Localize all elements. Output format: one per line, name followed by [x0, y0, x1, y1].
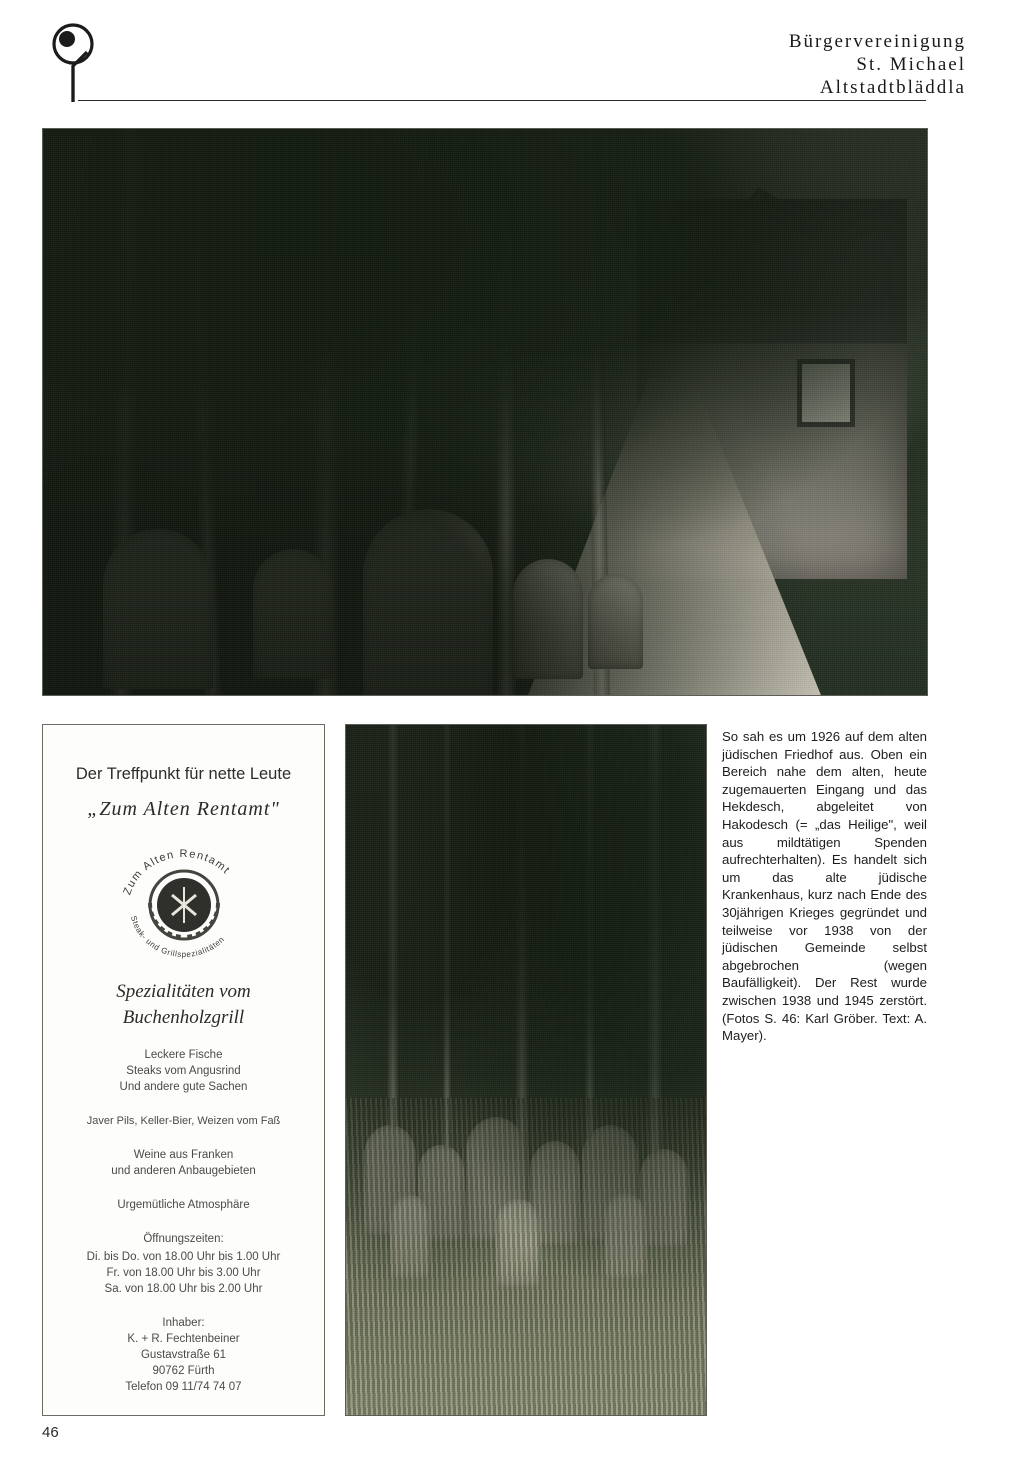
ad-headline: Der Treffpunkt für nette Leute — [75, 765, 292, 783]
ad-owner-title: Inhaber: — [162, 1317, 205, 1329]
article-caption-text: So sah es um 1926 auf dem alten jüdischen Friedhof aus. Oben ein Bereich nahe dem alten, heute zugemauerten Eingang und das Hekdesch, abgeleitet von Hakodesch (= „das Heilige", weil aus mildtätigen Spenden aufrechterhalten). Es handelt sich um das alte jüdische Krankenhaus, kurz nach Ende des 30jährigen Krieges gegründet und teilweise vor 1938 von der jüdischen Gemeinde selbst abgebrochen (wegen Baufälligkeit). Der Rest wurde zwischen 1938 und 1945 zerstört. (Fotos S. 46: Karl Gröber. Text: A. Mayer). — [722, 729, 927, 1044]
ad-opening-hours-1: Fr. von 18.00 Uhr bis 3.00 Uhr — [106, 1267, 261, 1279]
ad-business-name: „Zum Alten Rentamt" — [87, 798, 280, 820]
ad-opening-hours-2: Sa. von 18.00 Uhr bis 2.00 Uhr — [104, 1283, 263, 1295]
ad-opening-hours-title: Öffnungszeiten: — [143, 1233, 224, 1245]
ad-owner-contact — [43, 1315, 324, 1395]
bv-st-michael-logo-icon — [40, 22, 110, 102]
masthead — [0, 0, 1024, 118]
ad-item-list — [43, 1047, 324, 1095]
ad-phone[interactable]: Telefon 09 11/74 74 07 — [125, 1381, 242, 1393]
ad-owner-name: K. + R. Fechtenbeiner — [127, 1333, 240, 1345]
advertisement-zum-alten-rentamt[interactable] — [42, 724, 325, 1416]
masthead-line-1: Bürgervereinigung — [788, 31, 966, 52]
ad-wines-line-2: und anderen Anbaugebieten — [111, 1165, 256, 1177]
ad-specialties-line-1: Spezialitäten vom — [116, 981, 251, 1002]
masthead-divider — [78, 100, 926, 101]
ad-item-1: Steaks vom Angusrind — [126, 1065, 241, 1077]
masthead-line-2: St. Michael — [856, 54, 966, 75]
ad-street: Gustavstraße 61 — [140, 1349, 226, 1361]
ad-wines — [43, 1147, 324, 1179]
ad-item-0: Leckere Fische — [144, 1049, 223, 1061]
photo-jewish-cemetery-path — [42, 128, 928, 696]
page-number: 46 — [42, 1424, 59, 1441]
ad-city: 90762 Fürth — [152, 1365, 215, 1377]
photo-gravestones — [345, 724, 707, 1416]
zum-alten-rentamt-emblem-icon — [110, 837, 258, 965]
svg-text:Zum Alten Rentamt: Zum Alten Rentamt — [120, 847, 233, 897]
masthead-titles — [789, 30, 966, 99]
ad-item-2: Und andere gute Sachen — [119, 1081, 248, 1093]
ad-opening-hours-0: Di. bis Do. von 18.00 Uhr bis 1.00 Uhr — [86, 1251, 281, 1263]
ad-opening-hours — [43, 1231, 324, 1297]
ad-specialties-line-2: Buchenholzgrill — [122, 1007, 245, 1028]
ad-wines-line-1: Weine aus Franken — [133, 1149, 234, 1161]
svg-text:Steak- und Grillspezialitäten: Steak- und Grillspezialitäten — [128, 914, 226, 960]
ad-atmosphere: Urgemütliche Atmosphäre — [117, 1199, 250, 1211]
ad-drinks: Javer Pils, Keller-Bier, Weizen vom Faß — [86, 1115, 281, 1127]
masthead-line-3: Altstadtbläddla — [819, 77, 966, 98]
